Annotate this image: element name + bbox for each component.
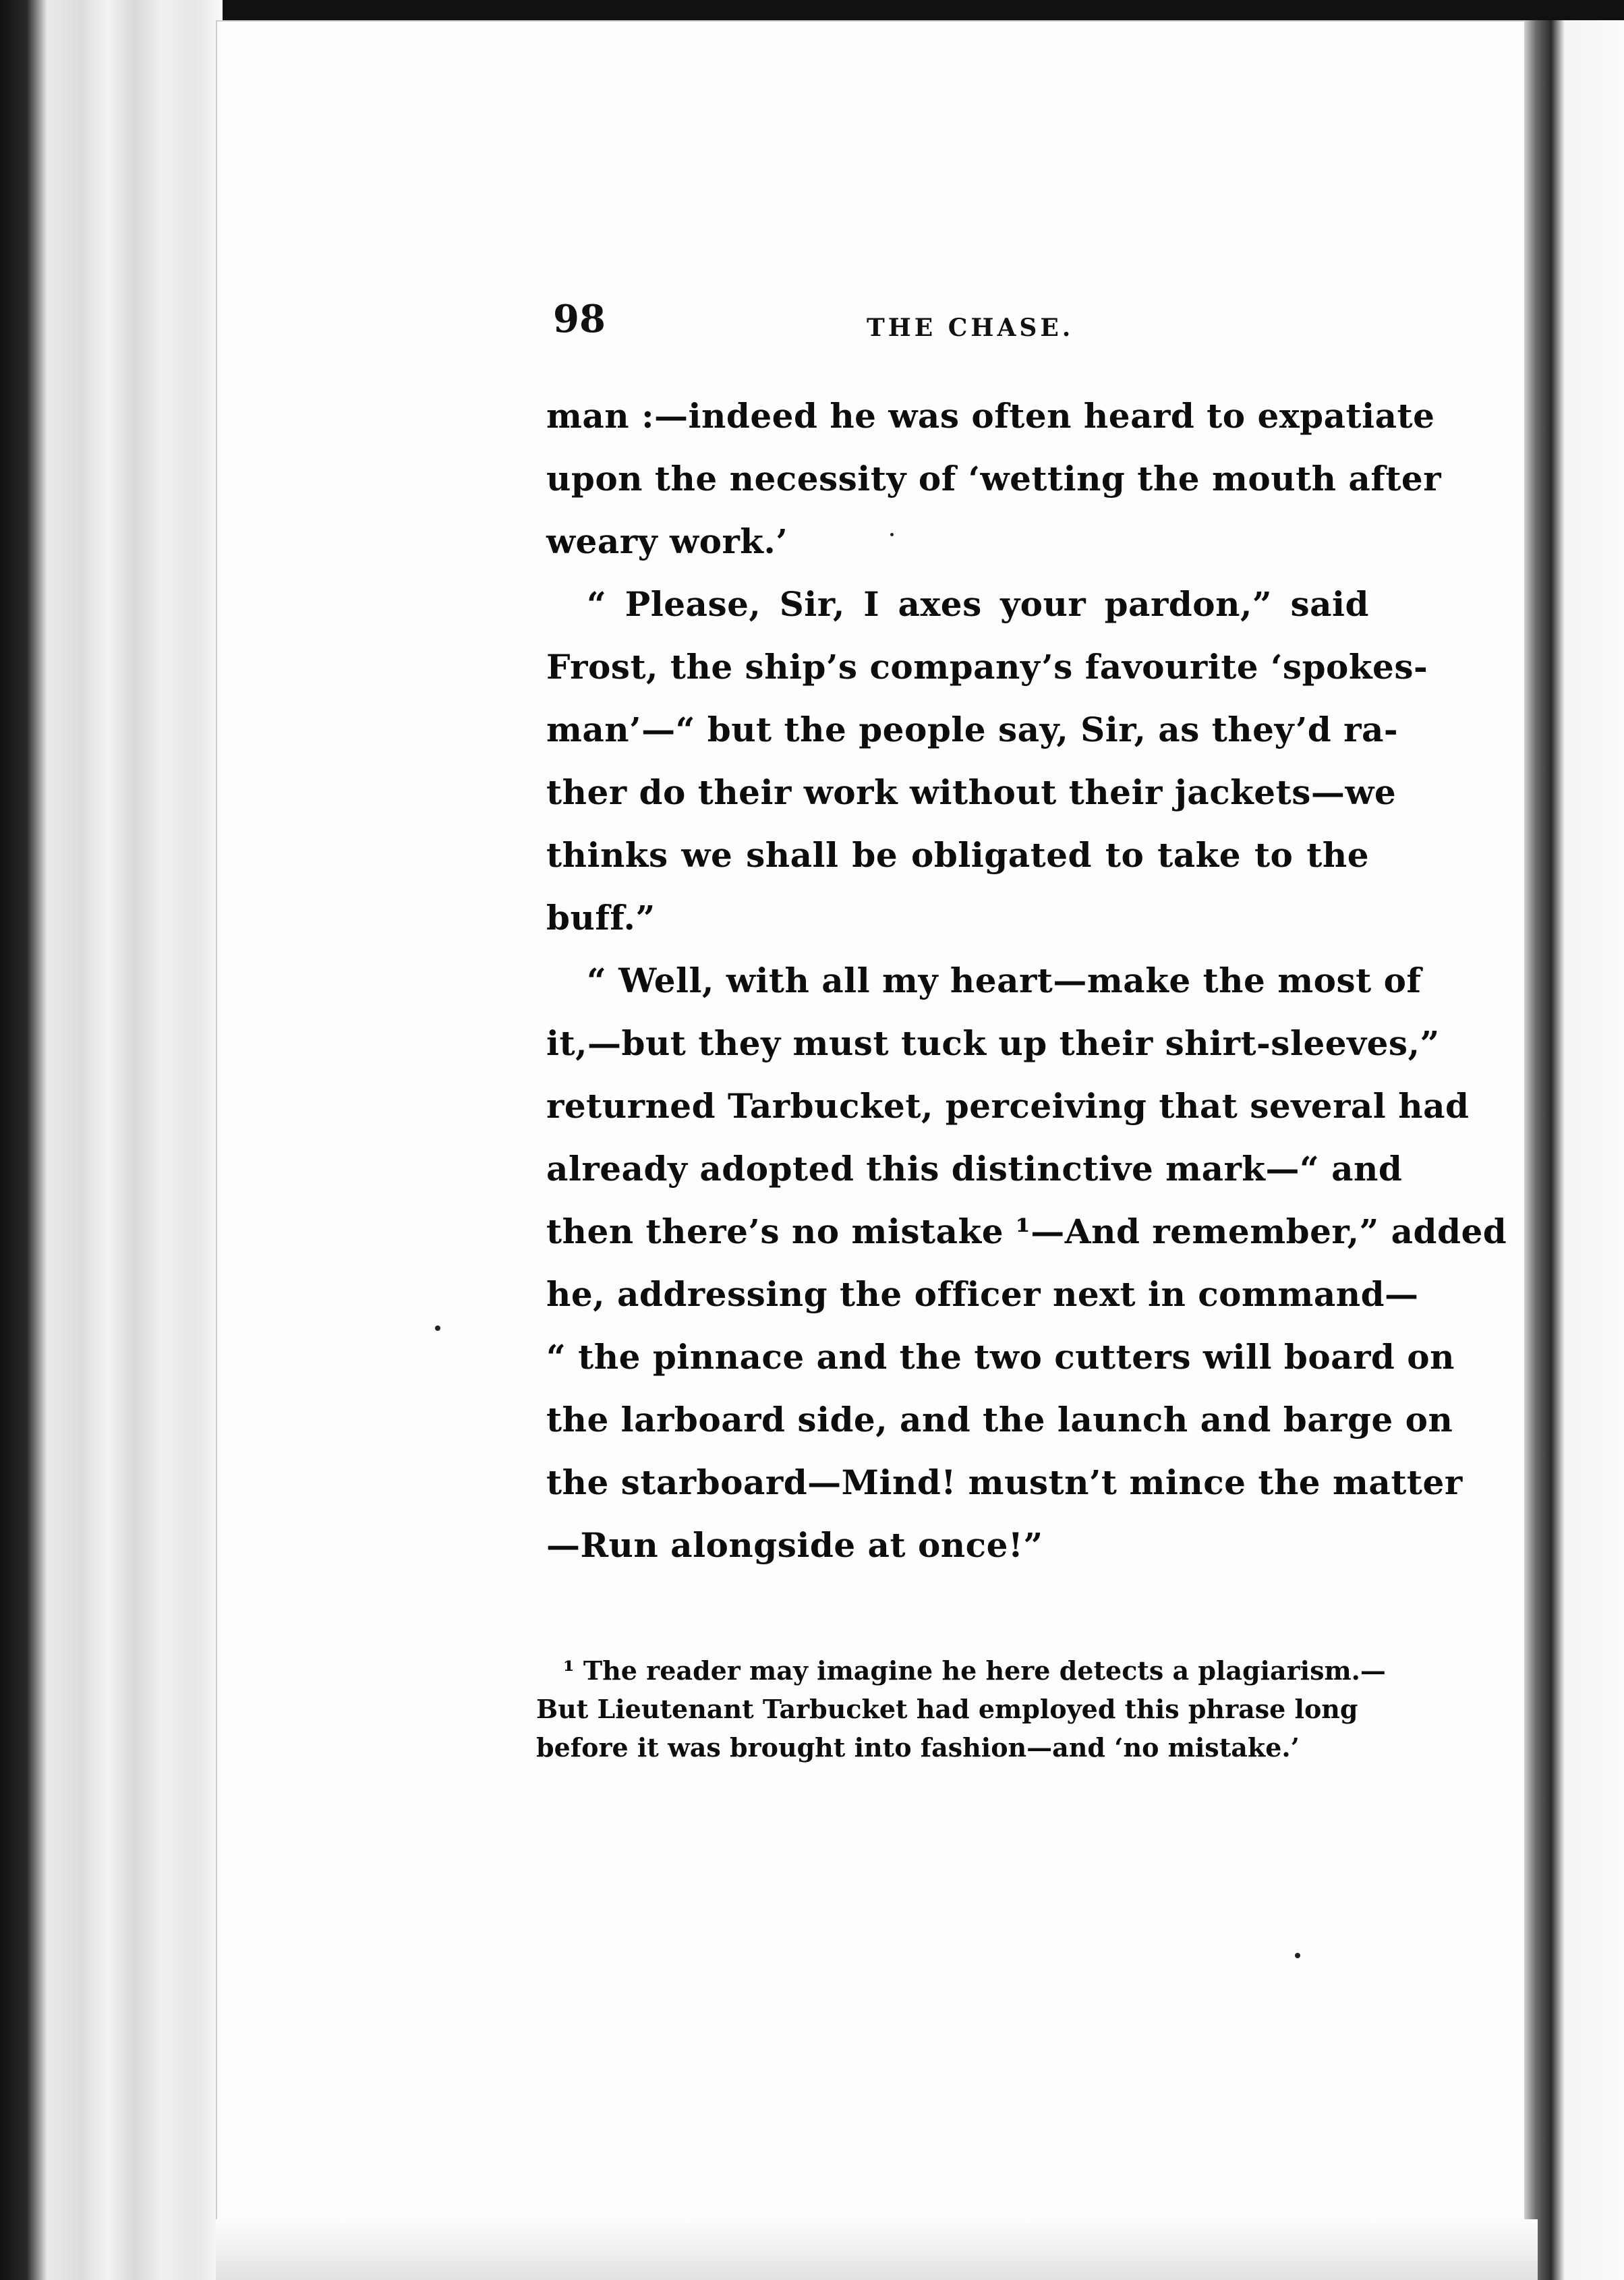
text-line: “ Please, Sir, I axes your pardon,” said <box>587 584 1369 624</box>
footnote-line: before it was brought into fashion—and ‘no mistake.’ <box>536 1732 1300 1763</box>
text-line: man :—indeed he was often heard to expatiate <box>546 396 1435 436</box>
text-line: buff.” <box>546 898 656 938</box>
text-line: then there’s no mistake ¹—And remember,” added <box>546 1212 1507 1251</box>
running-head <box>553 297 1551 351</box>
text-line: it,—but they must tuck up their shirt-sleeves,” <box>546 1023 1440 1063</box>
scan-speck <box>435 1326 440 1331</box>
text-line: Frost, the ship’s company’s favourite ‘spokes- <box>546 647 1428 687</box>
text-line: upon the necessity of ‘wetting the mouth after <box>546 459 1442 498</box>
text-line: already adopted this distinctive mark—“ and <box>546 1149 1403 1189</box>
page-number: 98 <box>553 297 606 341</box>
page-bottom-shade <box>216 2219 1538 2280</box>
footnote-line: But Lieutenant Tarbucket had employed this phrase long <box>536 1694 1358 1724</box>
book-gutter-right <box>1524 20 1624 2280</box>
text-line: —Run alongside at once!” <box>546 1525 1043 1565</box>
scan-top-border <box>0 0 1624 20</box>
scan-speck <box>890 533 894 536</box>
book-page-edges-left <box>0 0 223 2280</box>
footnotes <box>536 1651 1386 1767</box>
scan-speck <box>1295 1953 1300 1958</box>
text-line: “ Well, with all my heart—make the most of <box>587 961 1422 1000</box>
text-line: returned Tarbucket, perceiving that several had <box>546 1086 1470 1126</box>
text-line: “ the pinnace and the two cutters will board on <box>546 1337 1455 1377</box>
footnote-line: ¹ The reader may imagine he here detects a plagiarism.— <box>563 1655 1386 1686</box>
body-text <box>546 384 1507 1576</box>
text-line: thinks we shall be obligated to take to the <box>546 835 1369 875</box>
text-line: weary work.’ <box>546 521 788 561</box>
text-line: the larboard side, and the launch and barge on <box>546 1400 1453 1440</box>
chapter-title: THE CHASE. <box>867 314 1074 342</box>
text-line: he, addressing the officer next in command— <box>546 1274 1419 1314</box>
text-line: ther do their work without their jackets—we <box>546 772 1397 812</box>
text-line: the starboard—Mind! mustn’t mince the matter <box>546 1462 1463 1502</box>
text-line: man’—“ but the people say, Sir, as they’d ra- <box>546 710 1399 749</box>
